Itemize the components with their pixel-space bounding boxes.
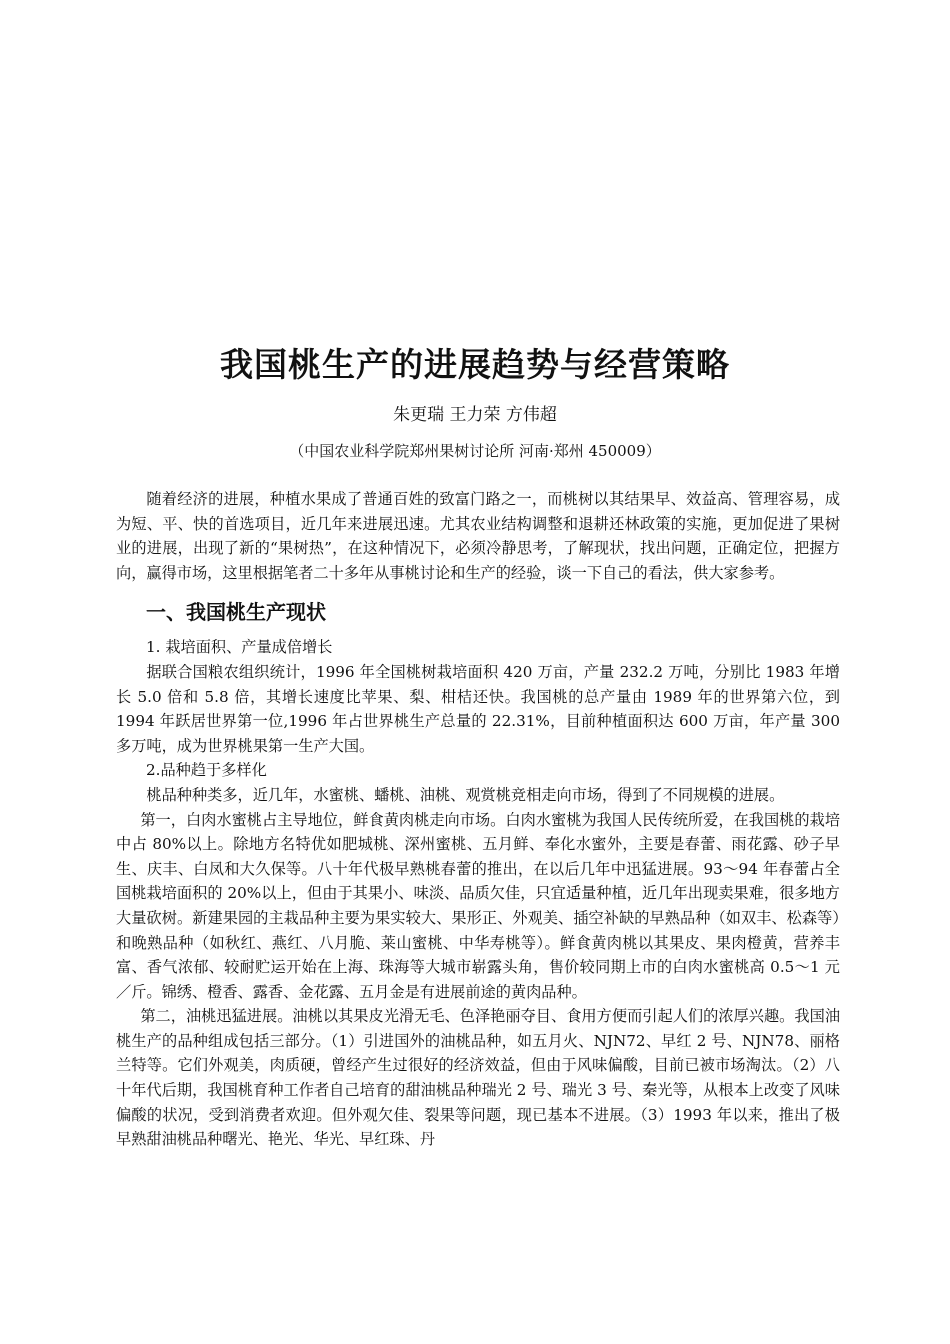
- subsection-heading-2: 2.品种趋于多样化: [146, 761, 267, 780]
- abstract-paragraph: 随着经济的进展，种植水果成了普通百姓的致富门路之一，而桃树以其结果早、效益高、管理容易，成为短、平、快的首选项目，近几年来进展迅速。尤其农业结构调整和退耕还林政策的实施，更加促进了果树业的进展，出现了新的“果树热”，在这种情况下，必须冷静思考，了解现状，找出问题，正确定位，把握方向，赢得市场，这里根据笔者二十多年从事桃讨论和生产的经验，谈一下自己的看法，供大家参考。: [116, 490, 840, 582]
- paper-body: [116, 487, 840, 1152]
- body-paragraph-2: 桃品种种类多，近几年，水蜜桃、蟠桃、油桃、观赏桃竞相走向市场，得到了不同规模的进展。: [146, 785, 785, 804]
- body-paragraph-4: 第二，油桃迅猛进展。油桃以其果皮光滑无毛、色泽艳丽夺目、食用方便而引起人们的浓厚兴趣。我国油桃生产的品种组成包括三部分。（1）引进国外的油桃品种，如五月火、NJN72、早红 2 号、NJN78、丽格兰特等。它们外观美，肉质硬，曾经产生过很好的经济效益，但由于风味偏酸，目前已被市场淘汰。（2）八十年代后期，我国桃育种工作者自己培育的甜油桃品种瑞光 2 号、瑞光 3 号、秦光等，从根本上改变了风味偏酸的状况，受到消费者欢迎。但外观欠佳、裂果等问题，现已基本不进展。（3）1993 年以来，推出了极早熟甜油桃品种曙光、艳光、华光、早红珠、丹: [116, 1007, 840, 1149]
- section-heading: 一、我国桃生产现状: [146, 600, 326, 625]
- affiliation: （中国农业科学院郑州果树讨论所 河南·郑州 450009）: [289, 442, 661, 460]
- author-list: 朱更瑞 王力荣 方伟超: [393, 405, 557, 425]
- body-paragraph-3: 第一，白肉水蜜桃占主导地位，鲜食黄肉桃走向市场。白肉水蜜桃为我国人民传统所爱，在我国桃的栽培中占 80%以上。除地方名特优如肥城桃、深州蜜桃、五月鲜、奉化水蜜外，主要是春蕾、雨花露、砂子早生、庆丰、白凤和大久保等。八十年代极早熟桃春蕾的推出，在以后几年中迅猛进展。93～94 年春蕾占全国桃栽培面积的 20%以上，但由于其果小、味淡、品质欠佳，只宜适量种植，近几年出现卖果难，很多地方大量砍树。新建果园的主栽品种主要为果实较大、果形正、外观美、插空补缺的早熟品种（如双丰、松森等）和晚熟品种（如秋红、燕红、八月脆、莱山蜜桃、中华寿桃等）。鲜食黄肉桃以其果皮、果肉橙黄，营养丰富、香气浓郁、较耐贮运开始在上海、珠海等大城市崭露头角，售价较同期上市的白肉水蜜桃高 0.5～1 元／斤。锦绣、橙香、露香、金花露、五月金是有进展前途的黄肉品种。: [116, 810, 840, 1001]
- body-paragraph-1: 据联合国粮农组织统计，1996 年全国桃树栽培面积 420 万亩，产量 232.2 万吨，分别比 1983 年增长 5.0 倍和 5.8 倍，其增长速度比苹果、梨、柑桔还快。我国桃的总产量由 1989 年的世界第六位，到 1994 年跃居世界第一位,1996 年占世界桃生产总量的 22.31%，目前种植面积达 600 万亩，年产量 300 多万吨，成为世界桃果第一生产大国。: [116, 662, 840, 755]
- paper-title: 我国桃生产的进展趋势与经营策略: [220, 345, 730, 384]
- subsection-heading-1: 1. 栽培面积、产量成倍增长: [146, 638, 333, 657]
